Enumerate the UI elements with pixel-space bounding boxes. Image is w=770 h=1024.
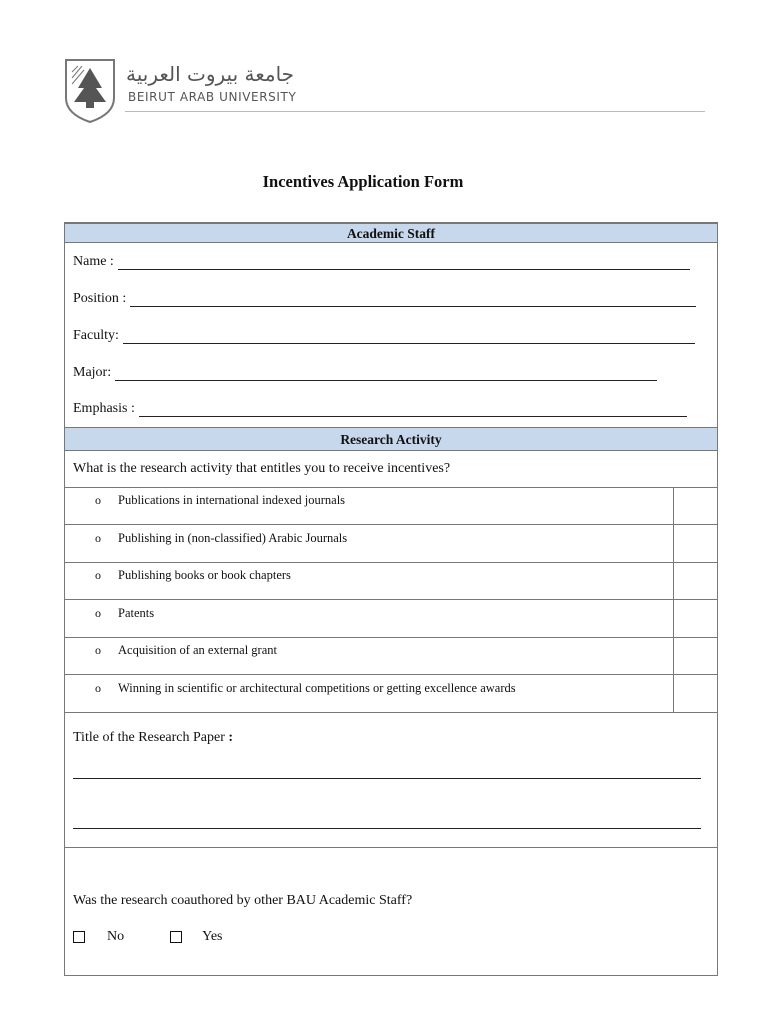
form-title: Incentives Application Form (262, 172, 464, 191)
option-label: Publications in international indexed journals (118, 493, 346, 507)
cedar-logo-icon (64, 58, 116, 124)
university-header (64, 58, 714, 128)
research-option[interactable] (95, 531, 347, 546)
major-field[interactable] (73, 365, 657, 381)
yes-label: Yes (202, 929, 223, 944)
divider (65, 487, 717, 488)
research-option[interactable] (95, 606, 154, 621)
research-activity-heading: Research Activity (65, 427, 717, 451)
divider (65, 712, 717, 713)
research-option[interactable] (95, 681, 516, 696)
application-form (64, 222, 718, 976)
bullet: o (95, 531, 101, 545)
research-option[interactable] (95, 643, 277, 658)
divider (65, 562, 717, 563)
major-label: Major: (73, 365, 112, 380)
research-option[interactable] (95, 493, 345, 508)
name-label: Name : (73, 254, 114, 269)
research-title-input-line[interactable] (73, 778, 701, 779)
bullet: o (95, 568, 101, 582)
divider (65, 847, 717, 848)
divider (65, 637, 717, 638)
bullet: o (95, 606, 101, 620)
bullet: o (95, 493, 101, 507)
bullet: o (95, 643, 101, 657)
option-label: Patents (118, 606, 155, 620)
research-title-label (73, 730, 233, 746)
position-input-line[interactable] (130, 293, 696, 307)
academic-staff-heading: Academic Staff (65, 223, 717, 243)
research-option[interactable] (95, 568, 291, 583)
no-label: No (107, 929, 125, 944)
divider (65, 674, 717, 675)
research-activity-question: What is the research activity that entitles you to receive incentives? (73, 461, 451, 476)
emphasis-field[interactable] (73, 401, 687, 417)
research-title-input-line[interactable] (73, 828, 701, 829)
yes-checkbox[interactable] (170, 931, 182, 943)
major-input-line[interactable] (115, 367, 657, 381)
name-field[interactable] (73, 254, 690, 270)
faculty-label: Faculty: (73, 328, 119, 343)
divider (65, 599, 717, 600)
arabic-university-name: جامعة بيروت العربية (126, 62, 295, 86)
coauthor-question: Was the research coauthored by other BAU Academic Staff? (73, 893, 413, 908)
name-input-line[interactable] (118, 256, 690, 270)
research-title-text: Title of the Research Paper (73, 730, 225, 745)
option-label: Winning in scientific or architectural competitions or getting excellence awards (118, 681, 516, 695)
position-label: Position : (73, 291, 127, 306)
option-label: Publishing books or book chapters (118, 568, 291, 582)
faculty-input-line[interactable] (123, 330, 695, 344)
no-checkbox[interactable] (73, 931, 85, 943)
option-label: Publishing in (non-classified) Arabic Journals (118, 531, 348, 545)
position-field[interactable] (73, 291, 696, 307)
divider (65, 524, 717, 525)
header-divider (125, 111, 705, 112)
bullet: o (95, 681, 101, 695)
option-label: Acquisition of an external grant (118, 643, 277, 657)
university-name: BEIRUT ARAB UNIVERSITY (128, 90, 297, 104)
emphasis-label: Emphasis : (73, 401, 135, 416)
research-title-colon: : (228, 730, 234, 745)
coauthor-options (73, 929, 223, 945)
faculty-field[interactable] (73, 328, 695, 344)
emphasis-input-line[interactable] (139, 403, 687, 417)
